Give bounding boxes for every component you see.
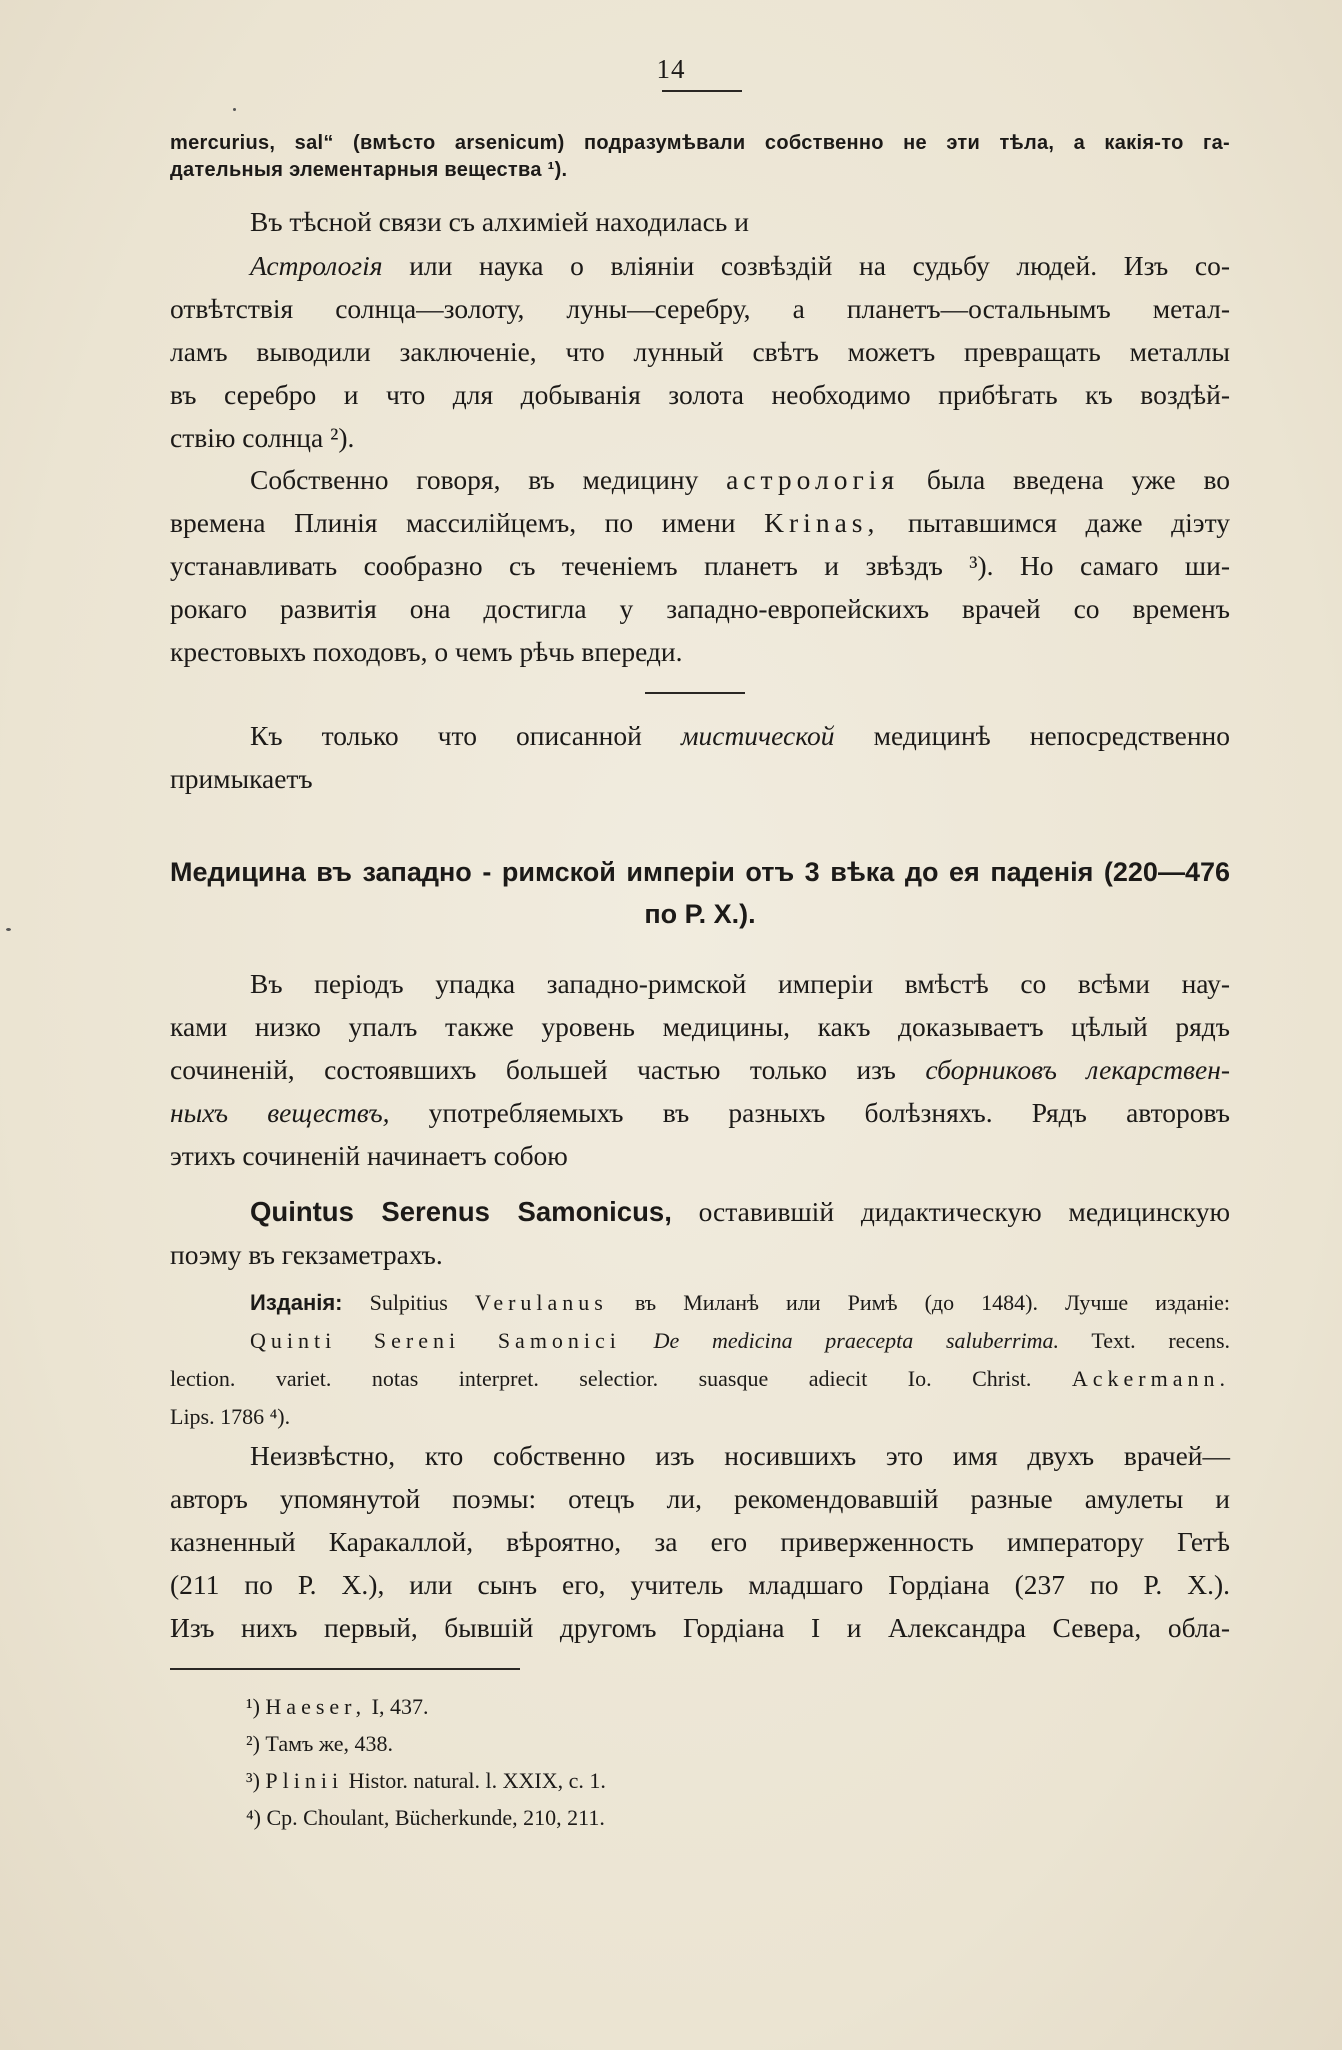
astrology-paragraph — [170, 244, 1230, 459]
text-line: (211 по Р. Х.), или сынъ его, учитель младшаго Гордіана (237 по Р. Х.). — [170, 1569, 1230, 1600]
mystic-paragraph — [170, 714, 1230, 800]
text-line: Собственно говоря, въ медицину астрологія была введена уже во — [250, 464, 1231, 495]
text-line: дательныя элементарныя вещества ¹). — [170, 159, 568, 181]
paper-speck — [6, 928, 11, 931]
editions-label: Изданія: — [250, 1290, 343, 1315]
text-line: примыкаетъ — [170, 763, 313, 794]
text-line: казненный Каракаллой, вѣроятно, за его приверженность императору Гетѣ — [170, 1526, 1230, 1557]
text-line: ныхъ веществъ, употребляемыхъ въ разныхъ болѣзняхъ. Рядъ авторовъ — [170, 1097, 1230, 1128]
text-line: времена Плинія массилійцемъ, по имени Krinas, пытавшимся даже діэту — [170, 507, 1230, 538]
intro-paragraph — [170, 130, 1230, 184]
page-number-rule — [662, 90, 742, 92]
serenus-paragraph — [170, 1190, 1230, 1276]
text-line: ками низко упалъ также уровень медицины, какъ доказываетъ цѣлый рядъ — [170, 1011, 1230, 1042]
author-question-paragraph — [170, 1434, 1230, 1649]
text-line: Quintus Serenus Samonicus, оставившій дидактическую медицинскую — [250, 1196, 1231, 1227]
heading-line: Медицина въ западно - римской имперіи отъ 3 вѣка до ея паденія (220—476 — [170, 857, 1230, 887]
text-line: lection. variet. notas interpret. selectior. suasque adiecit Io. Christ. Ackermann. — [170, 1366, 1231, 1391]
text-line: сочиненій, состоявшихъ большей частью только изъ сборниковъ лекарствен- — [170, 1054, 1231, 1085]
text-line: отвѣтствія солнца—золоту, луны—серебру, а планетъ—остальнымъ метал- — [170, 293, 1230, 324]
text-line: поэму въ гекзаметрахъ. — [170, 1239, 443, 1270]
section-heading — [170, 851, 1230, 935]
text-line: Астрологія или наука о вліяніи созвѣздій на судьбу людей. Изъ со- — [250, 250, 1231, 281]
section-divider — [645, 692, 745, 694]
text-line: Изданія: Sulpitius Verulanus въ Миланѣ или Римѣ (до 1484). Лучше изданіе: — [250, 1290, 1231, 1315]
text-line: крестовыхъ походовъ, о чемъ рѣчь впереди. — [170, 636, 683, 667]
text-line: авторъ упомянутой поэмы: отецъ ли, рекомендовавшій разные амулеты и — [170, 1483, 1230, 1514]
text-line: ламъ выводили заключеніе, что лунный свѣтъ можетъ превращать металлы — [170, 336, 1230, 367]
heading-line: по Р. Х.). — [644, 899, 756, 929]
text-line: Lips. 1786 ⁴). — [170, 1404, 291, 1429]
text-line: рокаго развитія она достигла у западно-европейскихъ врачей со временъ — [170, 593, 1230, 624]
text-line: Въ періодъ упадка западно-римской имперіи вмѣстѣ со всѣми нау- — [250, 968, 1230, 999]
text-line: Къ только что описанной мистической медицинѣ непосредственно — [250, 720, 1231, 751]
footnote: ²) Тамъ же, 438. — [246, 1731, 394, 1756]
author-name: Quintus Serenus Samonicus, — [250, 1196, 672, 1227]
footnotes — [246, 1688, 606, 1836]
footnote: ⁴) Cp. Choulant, Bücherkunde, 210, 211. — [246, 1805, 605, 1830]
text-line: Quinti Sereni Samonici De medicina praecepta saluberrima. Text. recens. — [250, 1328, 1231, 1353]
text-line: этихъ сочиненій начинаетъ собою — [170, 1140, 568, 1171]
text-line: устанавливать сообразно съ теченіемъ планетъ и звѣздъ ³). Но самаго ши- — [170, 550, 1230, 581]
text-line: mercurius, sal“ (вмѣсто arsenicum) подразумѣвали собственно не эти тѣла, а какія-то га- — [170, 132, 1230, 154]
footnote: ³) Plinii Histor. natural. l. XXIX, c. 1. — [246, 1768, 606, 1793]
footnote-divider — [170, 1668, 520, 1670]
text-line: Неизвѣстно, кто собственно изъ носившихъ это имя двухъ врачей— — [250, 1440, 1230, 1471]
paper-speck — [233, 108, 236, 111]
editions-note — [170, 1284, 1230, 1436]
text-line: ствію солнца ²). — [170, 422, 355, 453]
astrology-term: Астрологія — [250, 250, 383, 281]
footnote: ¹) Haeser, I, 437. — [246, 1694, 429, 1719]
page-number: 14 — [656, 54, 686, 84]
text-line: Въ тѣсной связи съ алхиміей находилась и — [250, 206, 749, 237]
text-line: въ серебро и что для добыванія золота необходимо прибѣгать къ воздѣй- — [170, 379, 1230, 410]
alchemy-paragraph — [170, 200, 1230, 243]
decline-paragraph — [170, 962, 1230, 1177]
medicine-astrology-paragraph — [170, 458, 1230, 673]
text-line: Изъ нихъ первый, бывшій другомъ Гордіана I и Александра Севера, обла- — [170, 1612, 1230, 1643]
